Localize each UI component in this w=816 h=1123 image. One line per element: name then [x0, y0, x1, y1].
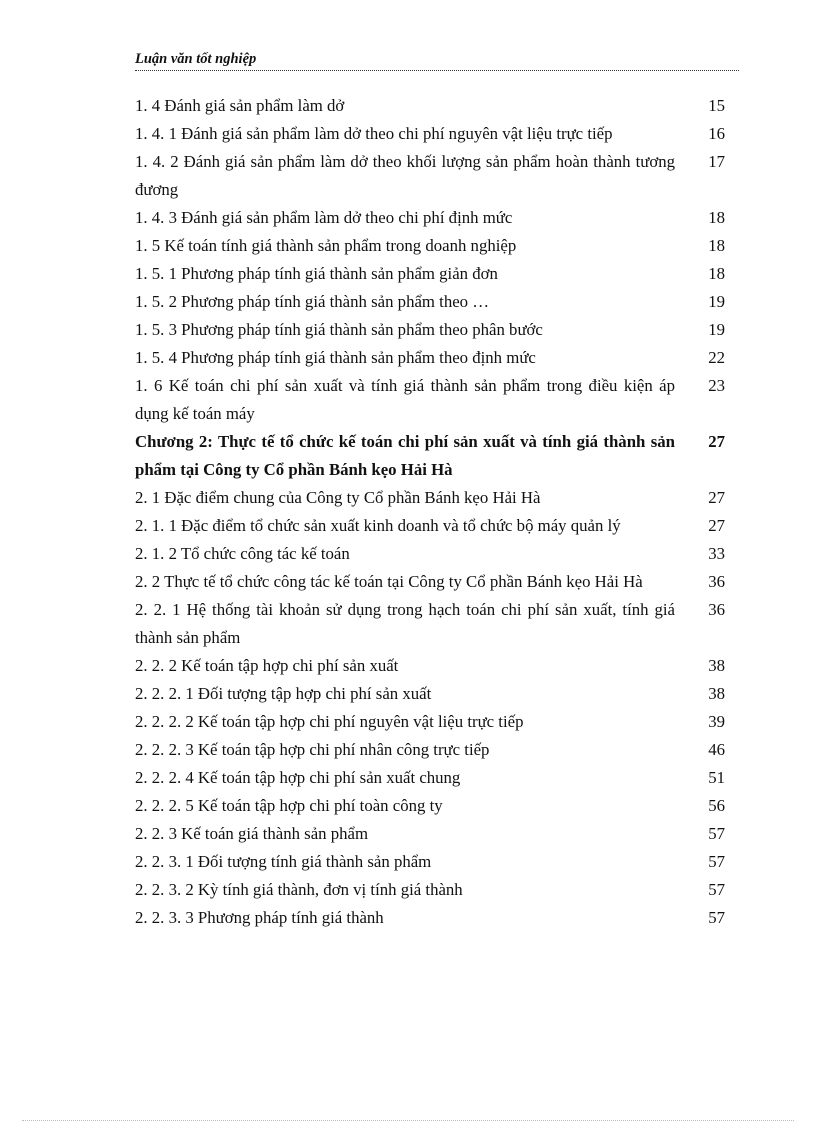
toc-entry-title: 1. 6 Kế toán chi phí sản xuất và tính giá thành sản phẩm trong điều kiện áp dụng kế toán máy [135, 376, 675, 423]
toc-entry-title: 2. 2. 3. 1 Đối tượng tính giá thành sản phẩm [135, 852, 432, 871]
toc-entry-page: 27 [708, 432, 725, 451]
header-title: Luận văn tốt nghiệp [135, 51, 257, 67]
toc-entry-title: 1. 4. 1 Đánh giá sản phẩm làm dở theo chi phí nguyên vật liệu trực tiếp [135, 124, 613, 143]
toc-entry [135, 120, 725, 148]
toc-entry-page: 36 [708, 600, 725, 619]
toc-entry [135, 820, 725, 848]
toc-entry-title: 2. 1. 1 Đặc điểm tổ chức sản xuất kinh doanh và tổ chức bộ máy quản lý [135, 516, 621, 535]
toc-entry-title: 2. 2. 3. 3 Phương pháp tính giá thành [135, 908, 384, 927]
toc-entry [135, 512, 725, 540]
toc-entry [135, 344, 725, 372]
page-header [135, 50, 739, 71]
toc-entry-title: 2. 2. 2. 2 Kế toán tập hợp chi phí nguyên vật liệu trực tiếp [135, 712, 524, 731]
toc-entry [135, 736, 725, 764]
toc-entry-title: 2. 2. 2. 3 Kế toán tập hợp chi phí nhân công trực tiếp [135, 740, 490, 759]
toc-entry-page: 57 [708, 852, 725, 871]
toc-entry-title: 1. 4. 2 Đánh giá sản phẩm làm dở theo khối lượng sản phẩm hoàn thành tương đương [135, 152, 675, 199]
toc-entry [135, 652, 725, 680]
toc-entry [135, 148, 725, 204]
toc-entry-title: 2. 2. 2. 1 Đối tượng tập hợp chi phí sản xuất [135, 684, 432, 703]
toc-entry-page: 38 [708, 684, 725, 703]
toc-entry [135, 708, 725, 736]
toc-entry-page: 27 [708, 516, 725, 535]
toc-entry [135, 232, 725, 260]
toc-entry-title: Chương 2: Thực tế tổ chức kế toán chi phí sản xuất và tính giá thành sản phẩm tại Công ty Cổ phần Bánh kẹo Hải Hà [135, 432, 675, 479]
toc-entry-page: 38 [708, 656, 725, 675]
toc-entry [135, 484, 725, 512]
toc-entry-title: 2. 2. 2. 4 Kế toán tập hợp chi phí sản xuất chung [135, 768, 461, 787]
toc-entry-page: 18 [708, 264, 725, 283]
toc-entry [135, 680, 725, 708]
toc-entry-title: 2. 2. 1 Hệ thống tài khoản sử dụng trong hạch toán chi phí sản xuất, tính giá thành sản phẩm [135, 600, 675, 647]
toc-entry-page: 17 [708, 152, 725, 171]
toc-entry-page: 15 [708, 96, 725, 115]
toc-entry [135, 764, 725, 792]
toc-entry-page: 18 [708, 208, 725, 227]
toc-entry-page: 23 [708, 376, 725, 395]
table-of-contents [135, 92, 725, 932]
toc-entry [135, 92, 725, 120]
toc-entry-page: 46 [708, 740, 725, 759]
toc-entry-title: 2. 2. 2 Kế toán tập hợp chi phí sản xuất [135, 656, 399, 675]
toc-entry-title: 2. 2. 2. 5 Kế toán tập hợp chi phí toàn công ty [135, 796, 443, 815]
toc-entry-title: 1. 4 Đánh giá sản phẩm làm dở [135, 96, 345, 115]
toc-entry [135, 876, 725, 904]
toc-entry-title: 1. 5. 1 Phương pháp tính giá thành sản phẩm giản đơn [135, 264, 498, 283]
toc-entry-title: 2. 2. 3 Kế toán giá thành sản phẩm [135, 824, 369, 843]
toc-entry-page: 36 [708, 572, 725, 591]
toc-entry-page: 18 [708, 236, 725, 255]
toc-entry-title: 2. 2 Thực tế tổ chức công tác kế toán tại Công ty Cổ phần Bánh kẹo Hải Hà [135, 572, 643, 591]
toc-entry-title: 1. 4. 3 Đánh giá sản phẩm làm dở theo chi phí định mức [135, 208, 513, 227]
toc-entry-page: 39 [708, 712, 725, 731]
toc-entry [135, 568, 725, 596]
toc-entry [135, 848, 725, 876]
toc-entry [135, 372, 725, 428]
toc-entry-title: 1. 5. 4 Phương pháp tính giá thành sản phẩm theo định mức [135, 348, 536, 367]
toc-entry-page: 27 [708, 488, 725, 507]
toc-entry [135, 904, 725, 932]
toc-entry [135, 596, 725, 652]
toc-entry-title: 1. 5. 2 Phương pháp tính giá thành sản phẩm theo … [135, 292, 490, 311]
toc-entry-page: 56 [708, 796, 725, 815]
toc-entry [135, 792, 725, 820]
toc-entry-page: 51 [708, 768, 725, 787]
toc-entry-page: 19 [708, 320, 725, 339]
toc-entry-page: 57 [708, 824, 725, 843]
toc-entry-page: 22 [708, 348, 725, 367]
toc-chapter-heading [135, 428, 725, 484]
toc-entry [135, 204, 725, 232]
toc-entry [135, 260, 725, 288]
toc-entry [135, 288, 725, 316]
toc-entry [135, 316, 725, 344]
toc-entry-title: 1. 5 Kế toán tính giá thành sản phẩm trong doanh nghiệp [135, 236, 517, 255]
toc-entry [135, 540, 725, 568]
toc-entry-page: 19 [708, 292, 725, 311]
footer-divider [22, 1120, 794, 1121]
toc-entry-title: 1. 5. 3 Phương pháp tính giá thành sản phẩm theo phân bước [135, 320, 543, 339]
toc-entry-title: 2. 1 Đặc điểm chung của Công ty Cổ phần Bánh kẹo Hải Hà [135, 488, 541, 507]
toc-entry-title: 2. 1. 2 Tổ chức công tác kế toán [135, 544, 350, 563]
toc-entry-page: 16 [708, 124, 725, 143]
toc-entry-title: 2. 2. 3. 2 Kỳ tính giá thành, đơn vị tính giá thành [135, 880, 463, 899]
toc-entry-page: 57 [708, 880, 725, 899]
toc-entry-page: 57 [708, 908, 725, 927]
toc-entry-page: 33 [708, 544, 725, 563]
